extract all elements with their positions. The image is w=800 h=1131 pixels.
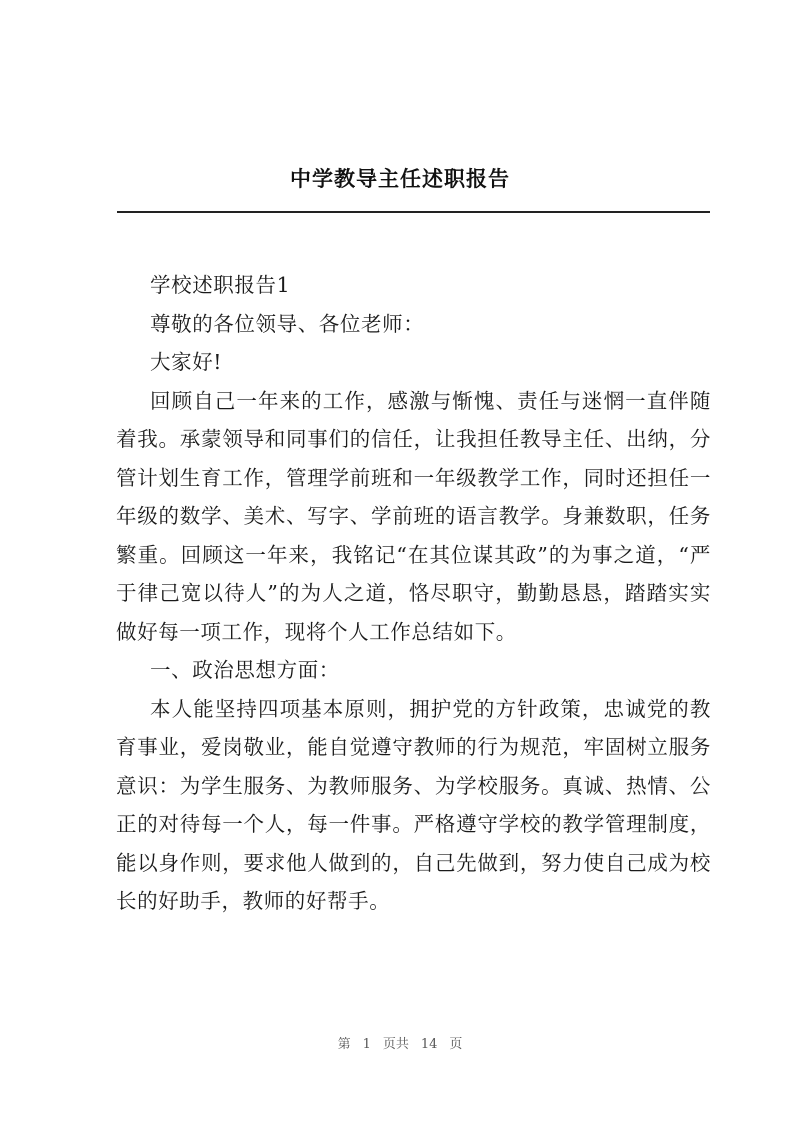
paragraph-heading: 学校述职报告1 xyxy=(150,273,291,297)
footer-label-page: 第 xyxy=(337,1037,351,1052)
footer-current-page: 1 xyxy=(362,1037,371,1052)
footer-label-pages: 页 xyxy=(449,1037,463,1052)
paragraph-section-heading: 一、政治思想方面： xyxy=(150,658,340,682)
page-footer xyxy=(0,1033,800,1052)
title-divider xyxy=(117,211,710,213)
document-body xyxy=(116,266,711,921)
paragraph-greeting: 大家好! xyxy=(150,350,223,374)
document-title: 中学教导主任述职报告 xyxy=(290,166,510,191)
footer-label-of: 页共 xyxy=(382,1037,409,1052)
paragraph-salutation: 尊敬的各位领导、各位老师： xyxy=(150,311,425,336)
paragraph-section-body: 本人能坚持四项基本原则，拥护党的方针政策，忠诚党的教育事业，爱岗敬业，能自觉遵守教师的行为规范，牢固树立服务意识：为学生服务、为教师服务、为学校服务。真诚、热情、公正的对待每一个人，每一件事。严格遵守学校的教学管理制度，能以身作则，要求他人做到的，自己先做到，努力使自己成为校长的好助手，教师的好帮手。 xyxy=(116,696,711,913)
footer-total-pages: 14 xyxy=(420,1037,438,1052)
paragraph-intro: 回顾自己一年来的工作，感激与惭愧、责任与迷惘一直伴随着我。承蒙领导和同事们的信任，让我担任教导主任、出纳，分管计划生育工作，管理学前班和一年级教学工作，同时还担任一年级的数学、美术、写字、学前班的语言教学。身兼数职，任务繁重。回顾这一年来，我铭记“在其位谋其政”的为事之道，“严于律己宽以待人”的为人之道，恪尽职守，勤勤恳恳，踏踏实实做好每一项工作，现将个人工作总结如下。 xyxy=(116,388,711,644)
